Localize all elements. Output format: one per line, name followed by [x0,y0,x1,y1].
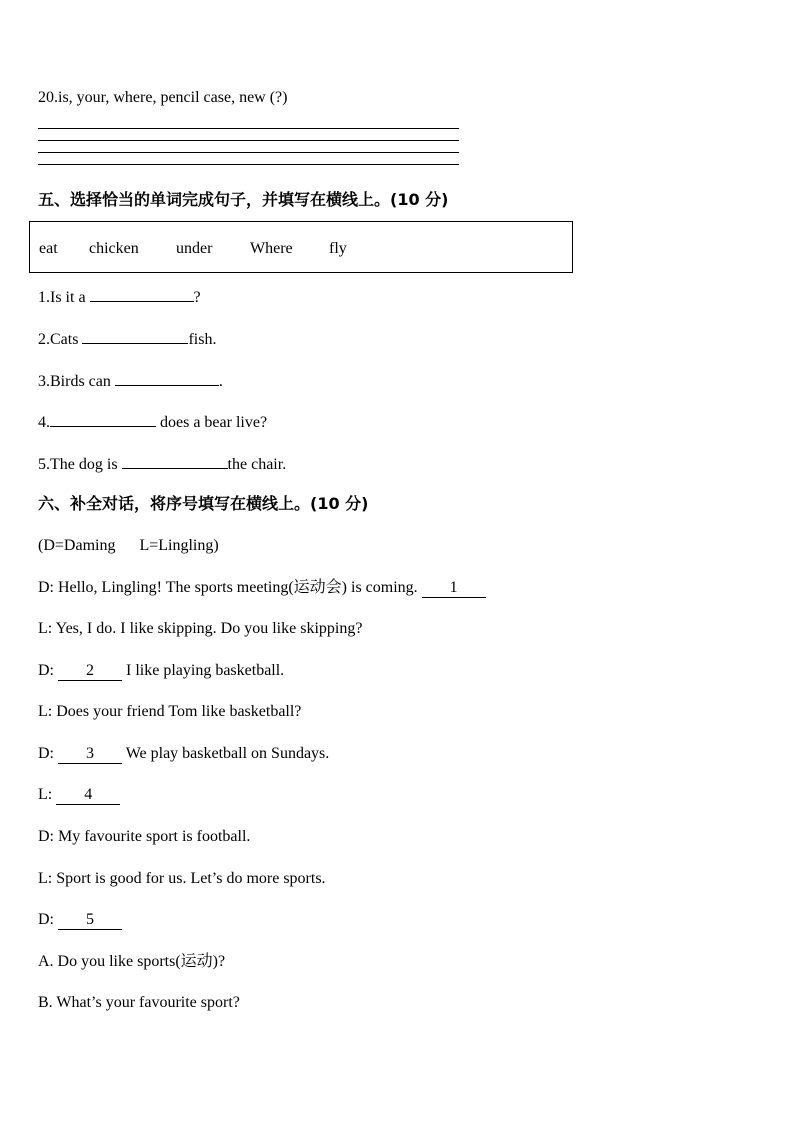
dialogue-text: D: Hello, Lingling! The sports meeting(运动会) is coming. [38,579,422,596]
option-b: B. What’s your favourite sport? [38,994,240,1011]
fill-blank[interactable] [115,370,219,386]
dialogue-line-3 [38,661,284,681]
dialogue-blank[interactable]: 4 [56,786,120,805]
dialogue-line-7 [38,827,250,847]
dialogue-text: D: My favourite sport is football. [38,828,251,845]
fill-item-2 [38,328,216,350]
word-bank-word: chicken [89,240,139,257]
answer-line-2[interactable] [38,140,459,141]
dialogue-line-1 [38,578,486,598]
fill-item-3 [38,370,223,392]
dialogue-blank[interactable]: 2 [58,662,122,681]
fill-item-1 [38,286,201,308]
dialogue-text: L: Sport is good for us. Let’s do more sports. [38,870,326,887]
answer-line-1[interactable] [38,128,459,129]
dialogue-line-2 [38,619,362,639]
fill-item-4 [38,411,267,433]
dialogue-blank[interactable]: 1 [422,579,486,598]
dialogue-text: D: [38,911,58,928]
fill-item-text: 4. [38,414,50,431]
dialogue-line-4 [38,702,301,722]
fill-item-text: ? [193,289,201,306]
dialogue-line-8 [38,869,326,889]
fill-blank[interactable] [122,453,228,469]
fill-item-5 [38,453,286,475]
word-bank-word: Where [250,240,293,257]
answer-line-3[interactable] [38,152,459,153]
role-legend: (D=Daming L=Lingling) [38,537,219,554]
dialogue-text: L: [38,786,57,803]
dialogue-text: D: [38,745,58,762]
option-a: A. Do you like sports(运动)? [38,953,226,970]
dialogue-line-5 [38,744,329,764]
fill-item-text: . [218,373,223,390]
dialogue-text: L: Yes, I do. I like skipping. Do you like skipping? [38,620,363,637]
fill-blank[interactable] [90,286,194,302]
fill-item-text: the chair. [227,456,287,473]
section-6-title: 六、补全对话，将序号填写在横线上。(10 分) [38,494,369,513]
dialogue-text: L: Does your friend Tom like basketball? [38,703,302,720]
dialogue-text: We play basketball on Sundays. [122,745,330,762]
word-bank-box [29,221,573,273]
fill-item-text: 2.Cats [38,331,83,348]
word-bank-word: eat [39,240,58,257]
dialogue-text: D: [38,662,58,679]
word-bank-word: fly [329,240,347,257]
dialogue-blank[interactable]: 3 [58,745,122,764]
section-5-title: 五、选择恰当的单词完成句子，并填写在横线上。(10 分) [38,190,449,209]
fill-item-text: 5.The dog is [38,456,122,473]
dialogue-line-6 [38,785,120,805]
word-bank-word: under [176,240,213,257]
fill-item-text: does a bear live? [156,414,268,431]
fill-blank[interactable] [50,411,156,427]
dialogue-text: I like playing basketball. [122,662,285,679]
question-20: 20.is, your, where, pencil case, new (?) [38,89,288,106]
dialogue-blank[interactable]: 5 [58,911,122,930]
fill-item-text: fish. [188,331,217,348]
fill-item-text: 3.Birds can [38,373,115,390]
fill-blank[interactable] [82,328,188,344]
fill-item-text: 1.Is it a [38,289,90,306]
answer-line-4[interactable] [38,164,459,165]
dialogue-line-9 [38,910,122,930]
